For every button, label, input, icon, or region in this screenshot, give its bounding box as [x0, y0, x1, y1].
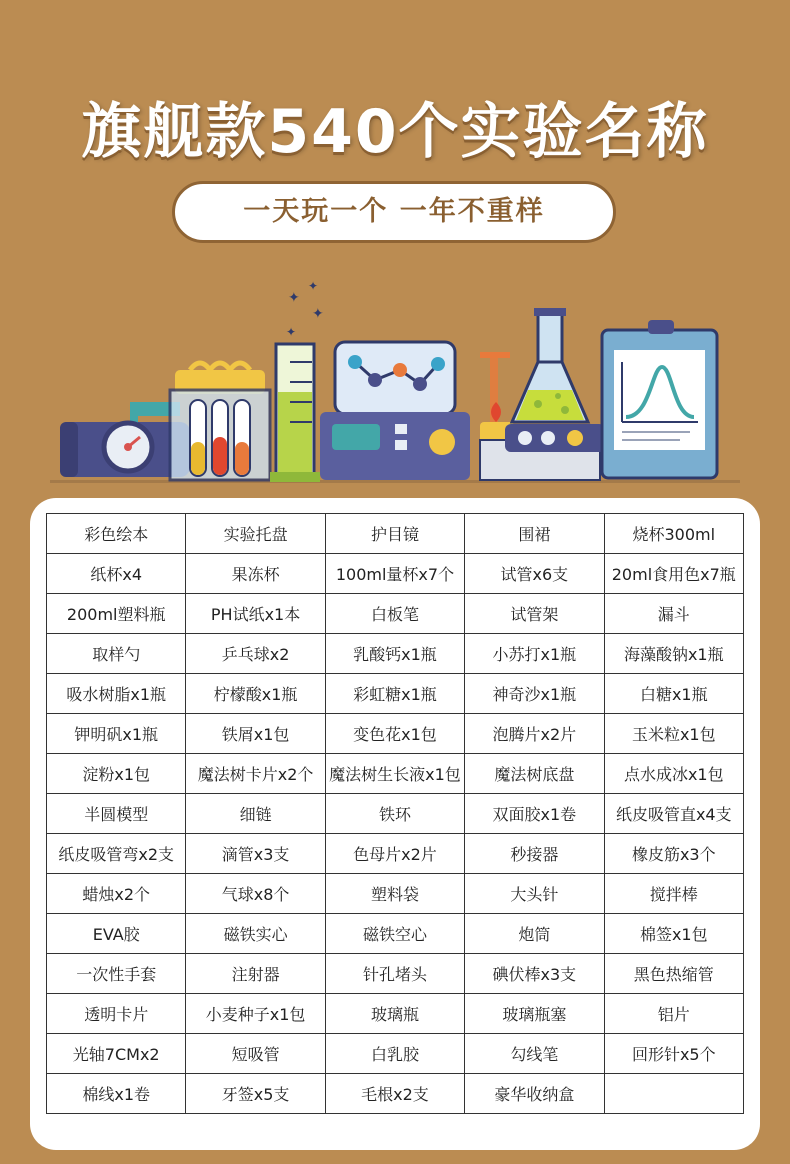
table-cell: 大头针 [465, 874, 604, 914]
table-row [47, 794, 744, 834]
table-cell: 围裙 [465, 514, 604, 554]
table-cell: 勾线笔 [465, 1034, 604, 1074]
table-cell: 铁环 [325, 794, 464, 834]
table-cell: 乒乓球x2 [186, 634, 325, 674]
table-row [47, 634, 744, 674]
table-cell: 20ml食用色x7瓶 [604, 554, 743, 594]
table-cell: 牙签x5支 [186, 1074, 325, 1114]
table-cell: 吸水树脂x1瓶 [47, 674, 186, 714]
table-cell: 回形针x5个 [604, 1034, 743, 1074]
table-cell: 魔法树卡片x2个 [186, 754, 325, 794]
table-row [47, 954, 744, 994]
table-cell: 钾明矾x1瓶 [47, 714, 186, 754]
table-cell: 烧杯300ml [604, 514, 743, 554]
table-cell: 毛根x2支 [325, 1074, 464, 1114]
table-cell: 塑料袋 [325, 874, 464, 914]
table-cell: 气球x8个 [186, 874, 325, 914]
table-cell: 磁铁实心 [186, 914, 325, 954]
table-row [47, 514, 744, 554]
table-cell: 白板笔 [325, 594, 464, 634]
table-cell: 半圆模型 [47, 794, 186, 834]
table-cell: 实验托盘 [186, 514, 325, 554]
sparkle-icon [286, 279, 324, 339]
table-cell: 彩虹糖x1瓶 [325, 674, 464, 714]
table-cell: 秒接器 [465, 834, 604, 874]
table-cell: 试管架 [465, 594, 604, 634]
table-cell: 磁铁空心 [325, 914, 464, 954]
table-cell: 玻璃瓶 [325, 994, 464, 1034]
table-cell: 铝片 [604, 994, 743, 1034]
table-cell: 纸杯x4 [47, 554, 186, 594]
table-cell: 变色花x1包 [325, 714, 464, 754]
table-cell: 碘伏棒x3支 [465, 954, 604, 994]
table-row [47, 874, 744, 914]
table-cell: 纸皮吸管直x4支 [604, 794, 743, 834]
lab-illustration [50, 272, 740, 487]
table-cell: 棉线x1卷 [47, 1074, 186, 1114]
table-cell: 滴管x3支 [186, 834, 325, 874]
table-cell: 铁屑x1包 [186, 714, 325, 754]
table-cell: 神奇沙x1瓶 [465, 674, 604, 714]
experiment-list-card [30, 498, 760, 1150]
table-cell: 200ml塑料瓶 [47, 594, 186, 634]
table-cell: 针孔堵头 [325, 954, 464, 994]
table-cell: 一次性手套 [47, 954, 186, 994]
table-cell: 柠檬酸x1瓶 [186, 674, 325, 714]
table-cell: 乳酸钙x1瓶 [325, 634, 464, 674]
table-cell: 棉签x1包 [604, 914, 743, 954]
table-cell: 魔法树底盘 [465, 754, 604, 794]
table-cell: 100ml量杯x7个 [325, 554, 464, 594]
conical-flask-icon [480, 308, 605, 480]
table-row [47, 834, 744, 874]
table-cell: 蜡烛x2个 [47, 874, 186, 914]
table-cell: 白糖x1瓶 [604, 674, 743, 714]
table-cell: 豪华收纳盒 [465, 1074, 604, 1114]
table-cell: 护目镜 [325, 514, 464, 554]
table-cell: 纸皮吸管弯x2支 [47, 834, 186, 874]
table-cell: 小麦种子x1包 [186, 994, 325, 1034]
table-cell: 彩色绘本 [47, 514, 186, 554]
table-cell: 透明卡片 [47, 994, 186, 1034]
table-cell: 取样勺 [47, 634, 186, 674]
experiment-items-table [46, 513, 744, 1114]
table-cell: PH试纸x1本 [186, 594, 325, 634]
table-row [47, 1074, 744, 1114]
svg-text:✦: ✦ [312, 306, 324, 322]
table-cell: 搅拌棒 [604, 874, 743, 914]
table-cell: 注射器 [186, 954, 325, 994]
table-cell: 白乳胶 [325, 1034, 464, 1074]
page-title: 旗舰款540个实验名称 [81, 97, 709, 167]
subtitle-pill: 一天玩一个 一年不重样 [172, 181, 616, 243]
table-cell: 玻璃瓶塞 [465, 994, 604, 1034]
table-row [47, 1034, 744, 1074]
table-cell [604, 1074, 743, 1114]
table-cell: 魔法树生长液x1包 [325, 754, 464, 794]
table-row [47, 994, 744, 1034]
table-cell: 玉米粒x1包 [604, 714, 743, 754]
test-tube-rack-icon [170, 363, 270, 480]
table-cell: 橡皮筋x3个 [604, 834, 743, 874]
table-row [47, 554, 744, 594]
table-cell: 短吸管 [186, 1034, 325, 1074]
table-cell: 果冻杯 [186, 554, 325, 594]
table-cell: 漏斗 [604, 594, 743, 634]
table-row [47, 714, 744, 754]
table-row [47, 754, 744, 794]
table-row [47, 594, 744, 634]
table-cell: 细链 [186, 794, 325, 834]
table-cell: 炮筒 [465, 914, 604, 954]
table-row [47, 674, 744, 714]
table-cell: 双面胶x1卷 [465, 794, 604, 834]
table-row [47, 914, 744, 954]
table-cell: 小苏打x1瓶 [465, 634, 604, 674]
table-cell: 色母片x2片 [325, 834, 464, 874]
table-cell: 淀粉x1包 [47, 754, 186, 794]
svg-text:✦: ✦ [308, 279, 319, 293]
svg-text:✦: ✦ [288, 290, 300, 306]
graduated-cylinder-icon [270, 344, 320, 482]
table-cell: 点水成冰x1包 [604, 754, 743, 794]
molecule-board-icon [320, 342, 470, 480]
table-cell: EVA胶 [47, 914, 186, 954]
table-cell: 黑色热缩管 [604, 954, 743, 994]
svg-text:✦: ✦ [286, 325, 297, 339]
table-cell: 光轴7CMx2 [47, 1034, 186, 1074]
table-cell: 海藻酸钠x1瓶 [604, 634, 743, 674]
table-cell: 泡腾片x2片 [465, 714, 604, 754]
clipboard-chart-icon [602, 320, 717, 478]
table-cell: 试管x6支 [465, 554, 604, 594]
